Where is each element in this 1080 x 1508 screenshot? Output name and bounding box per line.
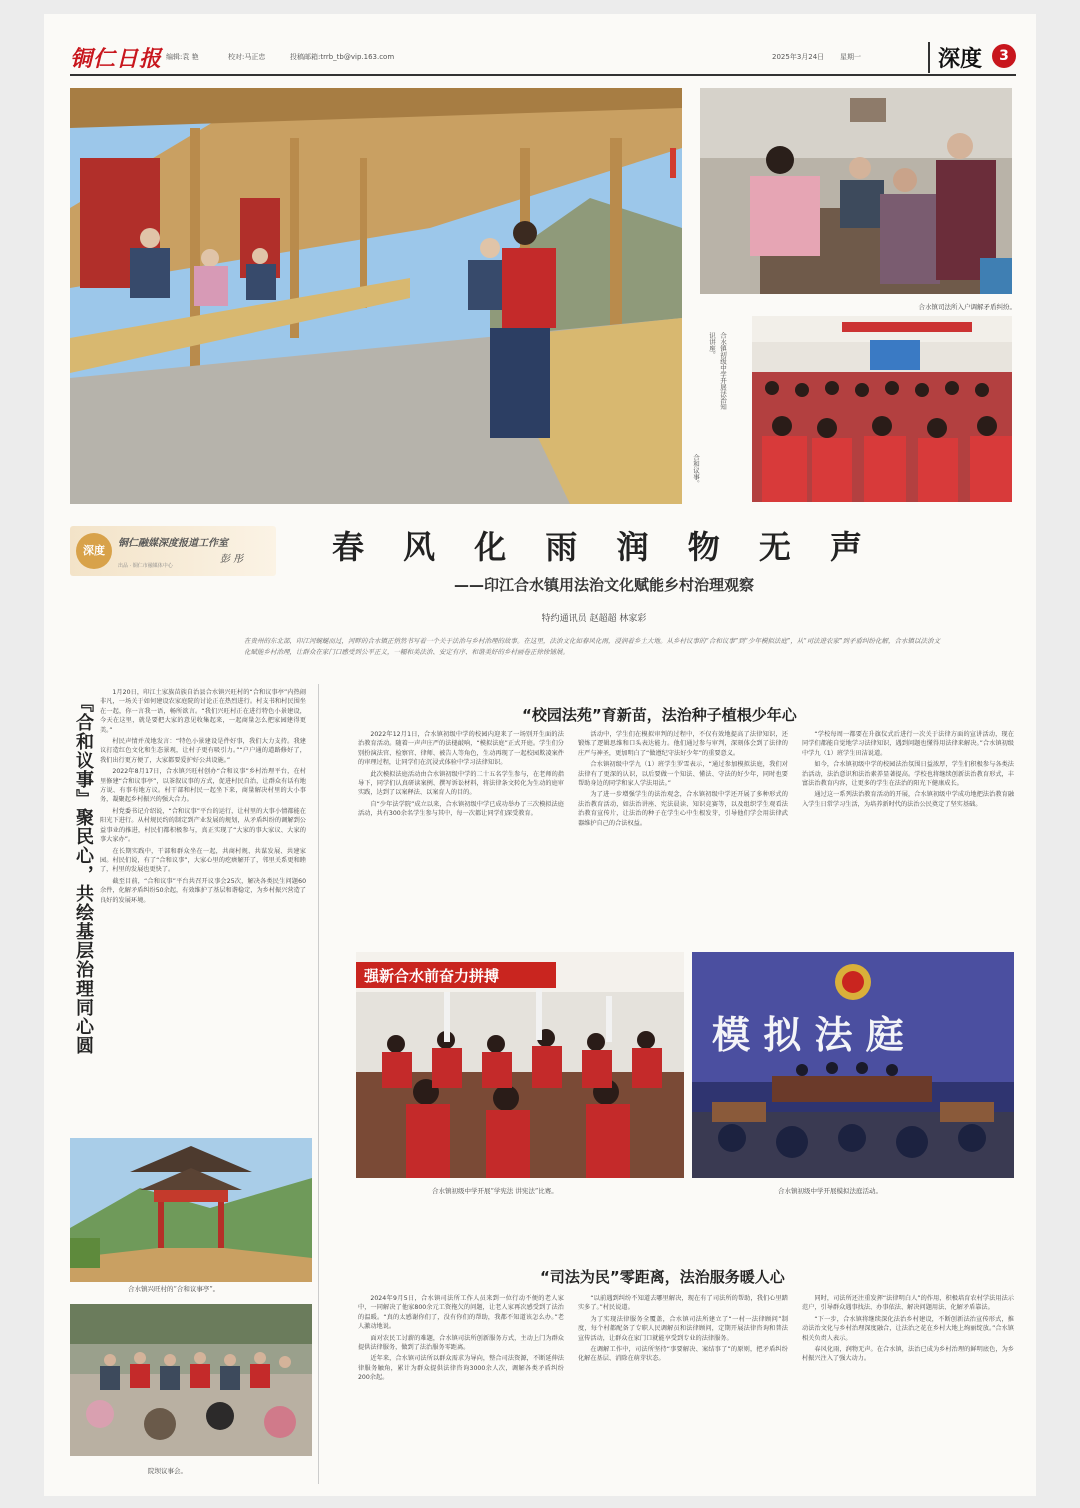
corridor-photo bbox=[70, 88, 682, 504]
date-label: 2025年3月24日 bbox=[772, 53, 825, 61]
section2-paragraph: 春风化雨，润物无声。在合水镇，法治已成为乡村治理的鲜明底色，为乡村振兴注入了强大动力。 bbox=[802, 1346, 1014, 1363]
section1-paragraph: 此次模拟法庭活动由合水镇初级中学的二十五名学生参与，在老师的指导下，同学们认真研读案例、撰写诉讼材料，将法律条文转化为生动的庭审实践，达到了以案释法、以案育人的目的。 bbox=[358, 770, 564, 797]
section-name: 深度 bbox=[928, 42, 982, 73]
newspaper-logo: 铜仁日报 bbox=[70, 46, 163, 72]
pavilion-caption: 合水镇兴旺村的“合和议事亭”。 bbox=[128, 1285, 220, 1293]
meeting-photo-image bbox=[70, 1304, 312, 1456]
section2-paragraph: 近年来，合水镇司法所以群众需求为导向，整合司法资源，不断延伸法律服务触角，累计为群众提供法律咨询3000余人次，调解各类矛盾纠纷200余起。 bbox=[358, 1355, 564, 1382]
section1-paragraph: 合水镇初级中学九（1）班学生罗雪表示，“通过参加模拟法庭，我们对法律有了更深的认识，以后要做一个知法、懂法、守法的好少年，同时也要帮助身边的同学和家人学法用法。” bbox=[578, 761, 788, 788]
badge-subtext: 出品 · 铜仁市融媒体中心 bbox=[118, 563, 173, 569]
mediation-photo bbox=[700, 88, 1012, 294]
section2-paragraph: 面对农民工讨薪的难题，合水镇司法所创新服务方式，主动上门为群众提供法律服务，做到了法治服务零距离。 bbox=[358, 1334, 564, 1352]
section2-column-3 bbox=[802, 1294, 1014, 1486]
left-paragraph: 在长期实践中，干部和群众坐在一起，共商村规、共谋发展、共建家园。村民们说，有了“合和议事”，大家心里的疙瘩解开了，邻里关系更和睦了，村里的发展也更快了。 bbox=[100, 847, 306, 874]
section1-paragraph: 通过这一系列法治教育活动的开展，合水镇初级中学成功地把法治教育融入学生日常学习生活，为培养新时代的法治公民奠定了坚实基础。 bbox=[802, 791, 1014, 808]
badge-text: 铜仁融媒深度报道工作室 bbox=[118, 538, 228, 549]
left-paragraph: 村民声情并茂地发言：“特色小景建设是件好事，我们大力支持。我建议打造红色文化和生态景观，让村子更有吸引力。”“户户通的道路修好了，我们出行更方便了，大家都要爱护好公共设施。” bbox=[100, 738, 306, 764]
court-caption: 合水镇初级中学开展模拟法庭活动。 bbox=[778, 1187, 882, 1195]
editor-label: 编辑:袁 艳 bbox=[166, 53, 199, 61]
section1-column-3 bbox=[802, 730, 1014, 944]
lecture-photo-image bbox=[752, 316, 1012, 502]
mediation-photo-image bbox=[700, 88, 1012, 294]
article-intro: 在贵州的东北部，印江河蜿蜒而过，河畔的合水镇正悄然书写着一个关于法治与乡村治理的故事。在这里，法治文化如春风化雨，浸润着乡土大地。从乡村议事的“合和议事”到“少年模拟法庭”，从“司法进农家”到矛盾纠纷化解，合水镇以法治文化赋能乡村治理，让群众在家门口感受到公平正义，一幅和美法治、安定有序、和谐美好的乡村画卷正徐徐铺展。 bbox=[244, 637, 940, 656]
section-side-heading: 『合和议事』聚民心，共绘基层治理同心圆 bbox=[73, 694, 94, 1055]
left-paragraph: 村党委书记介绍说，“合和议事”平台的运行，让村里的大事小情都能在阳光下进行。从村规民约的制定到产业发展的规划，从矛盾纠纷的调解到公益事业的推进，村民们都积极参与，真正实现了“大家的事大家议、大家的事大家办”。 bbox=[100, 807, 306, 844]
left-paragraph: 2022年8月17日，合水镇兴旺村创办“合和议事”乡村治理平台，在村里修建“合和议事亭”，以茶叙议事的方式，促进村民自治，让群众有话有地方说、有事有地方议。村干部和村民一起坐下来，商量解决村里的大小事务，凝聚起乡村振兴的强大合力。 bbox=[100, 768, 306, 804]
left-column bbox=[100, 688, 306, 1130]
section2-paragraph: “下一步，合水镇将继续深化法治乡村建设，不断创新法治宣传形式，推动法治文化与乡村治理深度融合，让法治之花在乡村大地上绚丽绽放。”合水镇相关负责人表示。 bbox=[802, 1315, 1014, 1342]
section1-paragraph: 2022年12月1日，合水镇初级中学的校园内迎来了一场别开生面的法治教育活动。随着一声声庄严的法槌敲响，“模拟法庭”正式开庭。学生们分别扮演法官、检察官、律师、被告人等角色，生动再现了一起校园欺凌案件的审理过程，让同学们在沉浸式体验中学习法律知识。 bbox=[358, 731, 564, 767]
column-divider bbox=[318, 684, 319, 1484]
section2-column-2 bbox=[578, 1294, 788, 1486]
court-photo bbox=[692, 952, 1014, 1178]
section1-paragraph: 活动中，学生们在模拟审判的过程中，不仅有效地提高了法律知识，还锻炼了逻辑思维和口头表达能力。他们通过参与审判，深刻体会到了法律的庄严与神圣，更加明白了“做遵纪守法好少年”的重要意义。 bbox=[578, 731, 788, 757]
newspaper-page bbox=[44, 14, 1036, 1496]
section2-paragraph: “以前遇到纠纷不知道去哪里解决，现在有了司法所的帮助，我们心里踏实多了。”村民说道。 bbox=[578, 1295, 788, 1312]
section1-paragraph: 如今，合水镇初级中学的校园法治氛围日益浓厚，学生们积极参与各类法治活动，法治意识和法治素养显著提高。学校也将继续创新法治教育形式，丰富法治教育内容，让更多的学生在法治的阳光下健康成长。 bbox=[802, 761, 1014, 788]
page-number-badge: 3 bbox=[992, 44, 1016, 68]
article-subtitle: ——印江合水镇用法治文化赋能乡村治理观察 bbox=[453, 576, 754, 594]
corridor-caption: 合和议事。 bbox=[692, 454, 700, 487]
pavilion-photo bbox=[70, 1138, 312, 1282]
badge-circle: 深度 bbox=[76, 533, 112, 569]
email-label: 投稿邮箱:trrb_tb@vip.163.com bbox=[290, 53, 395, 61]
badge-signature: 彭 彤 bbox=[220, 554, 244, 565]
studio-badge bbox=[70, 526, 276, 576]
section2-paragraph: 2024年9月5日，合水镇司法所工作人员来到一位行动不便的老人家中，一同解决了他家800余元工资拖欠的问题，让老人家再次感受到了法治的温暖。“真的太感谢你们了，没有你们的帮助，我都不知道该怎么办。”老人激动地说。 bbox=[358, 1295, 564, 1331]
lecture-caption: 合水镇初级中学开展法治知识讲座。 bbox=[708, 332, 727, 410]
classroom-caption: 合水镇初级中学开展“学宪法 讲宪法”比赛。 bbox=[432, 1187, 558, 1195]
section2-paragraph: 同时，司法所还注重发挥“法律明白人”的作用，积极培育农村学法用法示范户，引导群众遇事找法、办事依法、解决问题用法、化解矛盾靠法。 bbox=[802, 1295, 1014, 1312]
section1-heading: “校园法苑”育新苗，法治种子植根少年心 bbox=[522, 706, 797, 724]
article-title: 春 风 化 雨 润 物 无 声 bbox=[332, 528, 876, 566]
weekday-label: 星期一 bbox=[840, 53, 861, 61]
proof-label: 校对:马正忠 bbox=[228, 53, 266, 61]
corridor-photo-image bbox=[70, 88, 682, 504]
court-banner-text: 模 拟 法 庭 bbox=[712, 1013, 904, 1057]
pavilion-photo-image bbox=[70, 1138, 312, 1282]
article-byline: 特约通讯员 赵超超 林家彩 bbox=[541, 614, 647, 624]
masthead bbox=[70, 40, 1016, 76]
section1-paragraph: 自“少年法学院”成立以来，合水镇初级中学已成功举办了三次模拟法庭活动，共有300余名学生参与其中，每一次都让同学们深受教育。 bbox=[358, 800, 564, 818]
section1-paragraph: “学校每周一都要在升旗仪式后进行一次关于法律方面的宣讲活动，现在同学们都能自觉地学习法律知识，遇到问题也懂得用法律来解决。”合水镇初级中学九（1）班学生田洁说道。 bbox=[802, 731, 1014, 757]
mediation-caption: 合水镇司法所入户调解矛盾纠纷。 bbox=[918, 303, 1016, 311]
lecture-photo bbox=[752, 316, 1012, 502]
section2-column-1 bbox=[358, 1294, 564, 1486]
classroom-banner-text: 强新合水前奋力拼搏 bbox=[364, 967, 500, 985]
meeting-caption: 院坝议事会。 bbox=[148, 1467, 187, 1475]
meeting-photo bbox=[70, 1304, 312, 1456]
section1-column-2 bbox=[578, 730, 788, 944]
section2-paragraph: 在调解工作中，司法所坚持“事要解决、案结事了”的原则，把矛盾纠纷化解在基层、消除在萌芽状态。 bbox=[578, 1346, 788, 1363]
court-photo-image bbox=[692, 952, 1014, 1178]
left-paragraph: 1月20日，印江土家族苗族自治县合水镇兴旺村的“合和议事亭”内热闹非凡，一场关于如何建设农家庭院的讨论正在热烈进行。村支书和村民围坐在一起，你一言我一语，畅所欲言。“我们兴旺村正在进行特色小景建设，今天在这里，就是要把大家的意见收集起来，一起商量怎么把家园建得更美。” bbox=[100, 689, 306, 734]
section1-paragraph: 为了进一步增强学生的法治观念，合水镇初级中学还开展了多种形式的法治教育活动，如法治讲座、宪法晨读、知识竞赛等，以及组织学生观看法治教育宣传片，让法治的种子在学生心中生根发芽，引导他们学会用法律武器维护自己的合法权益。 bbox=[578, 791, 788, 827]
section1-column-1 bbox=[358, 730, 564, 944]
left-paragraph: 截至目前，“合和议事”平台共召开议事会25次，解决各类民生问题60余件，化解矛盾纠纷50余起，有效维护了基层和谐稳定，为乡村振兴营造了良好的发展环境。 bbox=[100, 877, 306, 904]
classroom-photo-image bbox=[356, 952, 684, 1178]
section2-paragraph: 为了实现法律服务全覆盖，合水镇司法所建立了“一村一法律顾问”制度，每个村都配备了专职人民调解员和法律顾问，定期开展法律咨询和普法宣传活动，让群众在家门口就能享受到专业的法律服务。 bbox=[578, 1315, 788, 1342]
section2-heading: “司法为民”零距离，法治服务暖人心 bbox=[540, 1268, 785, 1286]
classroom-photo bbox=[356, 952, 684, 1178]
